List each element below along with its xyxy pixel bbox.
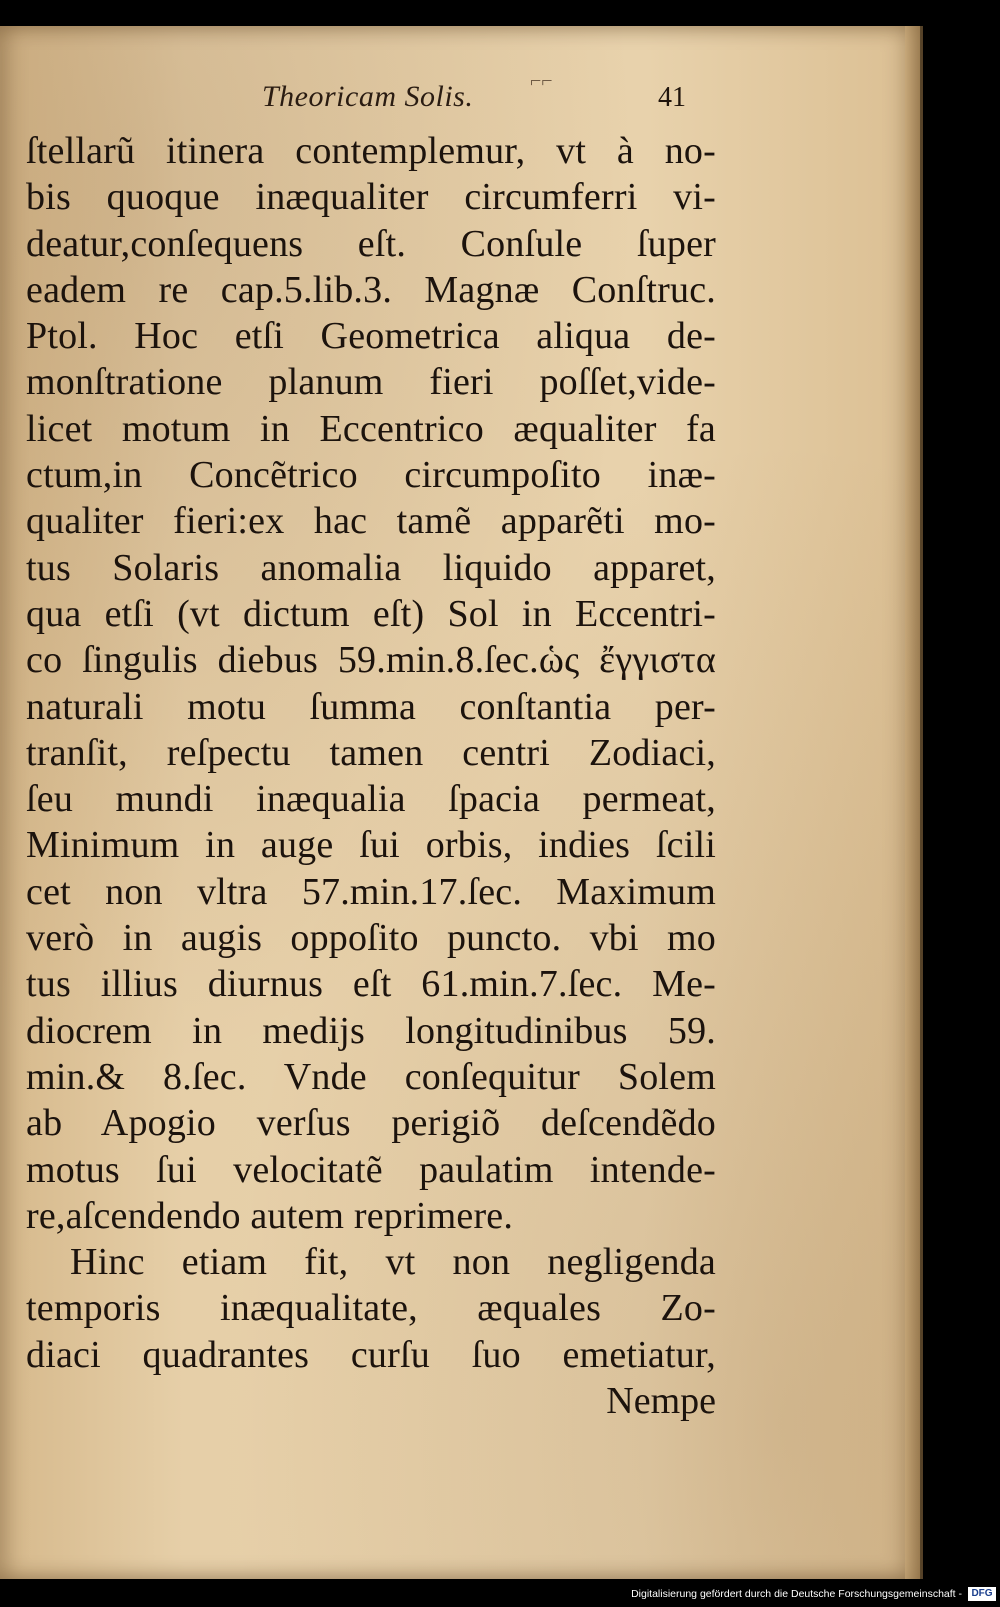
paragraph-line: temporis inæqualitate, æquales Zo- bbox=[26, 1287, 716, 1330]
page-number: 41 bbox=[658, 82, 686, 113]
text-line: eadem re cap.5.lib.3. Magnæ Conſtruc. bbox=[26, 268, 716, 311]
page-edge-shadow bbox=[905, 26, 923, 1579]
text-line: cet non vltra 57.min.17.ſec. Maximum bbox=[26, 870, 716, 913]
text-line: tus illius diurnus eſt 61.min.7.ſec. Me- bbox=[26, 963, 716, 1006]
text-line: ab Apogio verſus perigiõ deſcendẽdo bbox=[26, 1102, 716, 1145]
text-line: qua etſi (vt dictum eſt) Sol in Eccentri- bbox=[26, 592, 716, 635]
text-line: motus ſui velocitatẽ paulatim intende- bbox=[26, 1148, 716, 1191]
text-line: deatur,conſequens eſt. Conſule ſuper bbox=[26, 222, 716, 265]
text-line: ctum,in Concẽtrico circumpoſito inæ- bbox=[26, 454, 716, 497]
text-line: naturali motu ſumma conſtantia per- bbox=[26, 685, 716, 728]
text-line: co ſingulis diebus 59.min.8.ſec.ὡς ἔγγιστα bbox=[26, 639, 716, 682]
dfg-logo: DFG bbox=[968, 1587, 996, 1601]
paragraph-line: diaci quadrantes curſu ſuo emetiatur, bbox=[26, 1333, 716, 1376]
text-line: tus Solaris anomalia liquido apparet, bbox=[26, 546, 716, 589]
text-line: ſtellarũ itinera contemplemur, vt à no- bbox=[26, 130, 716, 172]
text-line: verò in augis oppoſito puncto. vbi mo bbox=[26, 917, 716, 960]
text-line: re,aſcendendo autem reprimere. bbox=[26, 1194, 514, 1237]
text-line: Minimum in auge ſui orbis, indies ſcili bbox=[26, 824, 716, 867]
text-line: qualiter fieri:ex hac tamẽ apparẽti mo- bbox=[26, 500, 716, 543]
running-title: Theoricam Solis. bbox=[262, 80, 474, 113]
text-line: diocrem in medijs longitudinibus 59. bbox=[26, 1009, 716, 1052]
text-line: bis quoque inæqualiter circumferri vi- bbox=[26, 176, 716, 219]
funding-credit: Digitalisierung gefördert durch die Deutsche Forschungsgemeinschaft - bbox=[631, 1588, 962, 1600]
text-line: Ptol. Hoc etſi Geometrica aliqua de- bbox=[26, 315, 716, 358]
text-line: min.& 8.ſec. Vnde conſequitur Solem bbox=[26, 1055, 716, 1098]
text-line: tranſit, reſpectu tamen centri Zodiaci, bbox=[26, 731, 716, 774]
text-line: ſeu mundi inæqualia ſpacia permeat, bbox=[26, 778, 716, 821]
text-line: monſtratione planum fieri poſſet,vide- bbox=[26, 361, 716, 404]
text-line: licet motum in Eccentrico æqualiter fa bbox=[26, 407, 716, 450]
body-text bbox=[26, 128, 716, 1424]
catchword: Nempe bbox=[606, 1380, 716, 1423]
paragraph-line: Hinc etiam fit, vt non negligenda bbox=[70, 1241, 716, 1284]
header-ornament: ⌐⌐ bbox=[530, 70, 553, 92]
